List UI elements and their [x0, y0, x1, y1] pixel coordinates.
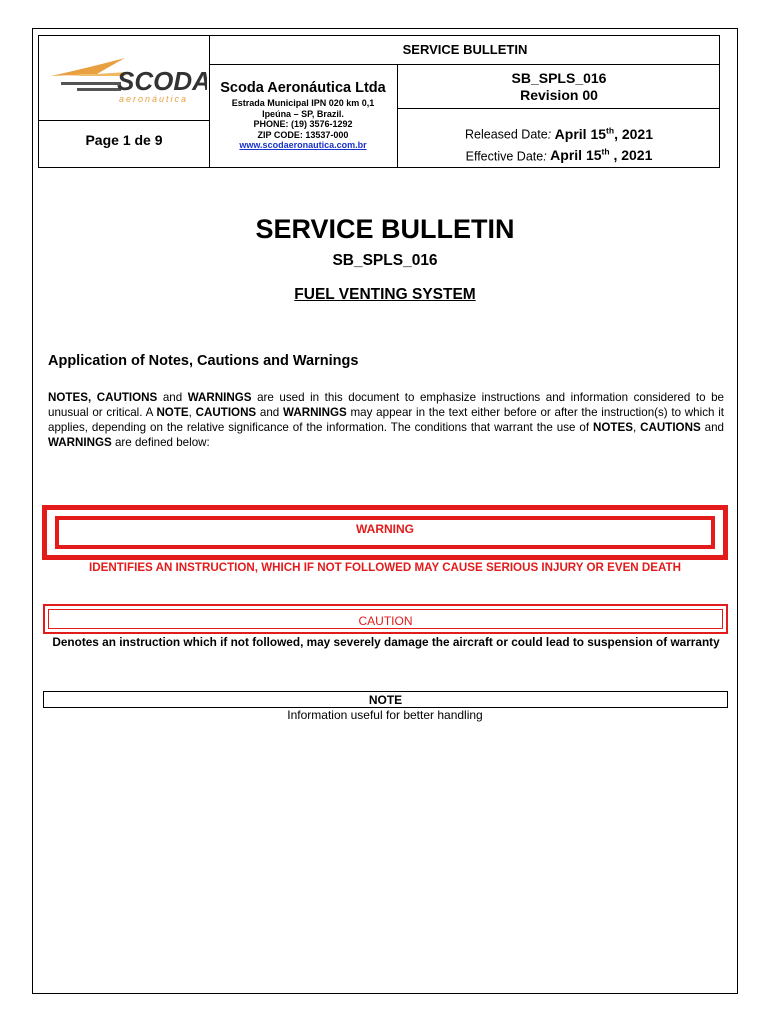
company-name: Scoda Aeronáutica Ltda — [220, 80, 386, 96]
caution-text: Denotes an instruction which if not followed, may severely damage the aircraft or could lead to suspension of warranty — [52, 635, 720, 649]
doc-id-block — [397, 70, 721, 104]
doc-revision: Revision 00 — [520, 87, 598, 103]
warning-label: WARNING — [356, 522, 414, 536]
logo-swoosh-icon — [47, 54, 207, 104]
page-indicator: Page 1 de 9 — [85, 132, 163, 148]
company-block — [209, 80, 397, 150]
note-label: NOTE — [368, 693, 403, 707]
section-heading: Application of Notes, Cautions and Warnings — [48, 353, 359, 369]
header-table — [38, 35, 720, 168]
note-text: Information useful for better handling — [287, 708, 483, 722]
caution-label: CAUTION — [358, 614, 413, 628]
section-paragraph: NOTES, CAUTIONS and WARNINGS are used in this document to emphasize instructions and information considered to be unusual or critical. A NOTE, CAUTIONS and WARNINGS may appear in the text either before or after the instruction(s) to which it applies, depending on the relative significance of the information. The conditions that warrant the use of NOTES, CAUTIONS and WARNINGS are defined below: — [48, 391, 724, 449]
warning-text: IDENTIFIES AN INSTRUCTION, WHICH IF NOT FOLLOWED MAY CAUSE SERIOUS INJURY OR EVEN DEATH — [89, 561, 681, 574]
effective-label: Effective Date — [465, 149, 544, 164]
bulletin-subject: FUEL VENTING SYSTEM — [294, 286, 476, 303]
bulletin-id: SB_SPLS_016 — [332, 252, 438, 269]
note-box — [43, 691, 728, 708]
logo-subtext: aeronáutica — [119, 94, 189, 104]
released-value: April 15th, 2021 — [554, 125, 653, 142]
company-website-link[interactable]: www.scodaeronautica.com.br — [239, 140, 367, 150]
address-line: Ipeúna – SP, Brazil. — [262, 108, 344, 119]
scoda-logo — [47, 54, 207, 104]
warning-box — [42, 505, 728, 560]
company-phone: PHONE: (19) 3576-1292 — [253, 119, 353, 129]
caution-box — [43, 604, 728, 634]
company-address — [209, 98, 397, 140]
address-line: Estrada Municipal IPN 020 km 0,1 — [231, 98, 375, 108]
doc-id: SB_SPLS_016 — [511, 70, 607, 86]
header-doc-type: SERVICE BULLETIN — [402, 42, 528, 57]
header-divider — [39, 120, 209, 121]
header-divider — [397, 108, 719, 109]
effective-date: Effective Date: April 15th , 2021 — [465, 146, 653, 164]
released-date: Released Date: April 15th, 2021 — [465, 125, 653, 142]
logo-wordmark: SCODA — [117, 66, 207, 96]
header-divider — [209, 64, 719, 65]
dates-block — [397, 122, 721, 165]
released-label: Released Date — [465, 127, 548, 142]
company-zip: ZIP CODE: 13537-000 — [257, 129, 349, 140]
page-title: SERVICE BULLETIN — [255, 214, 515, 244]
effective-value: April 15th , 2021 — [550, 146, 653, 164]
